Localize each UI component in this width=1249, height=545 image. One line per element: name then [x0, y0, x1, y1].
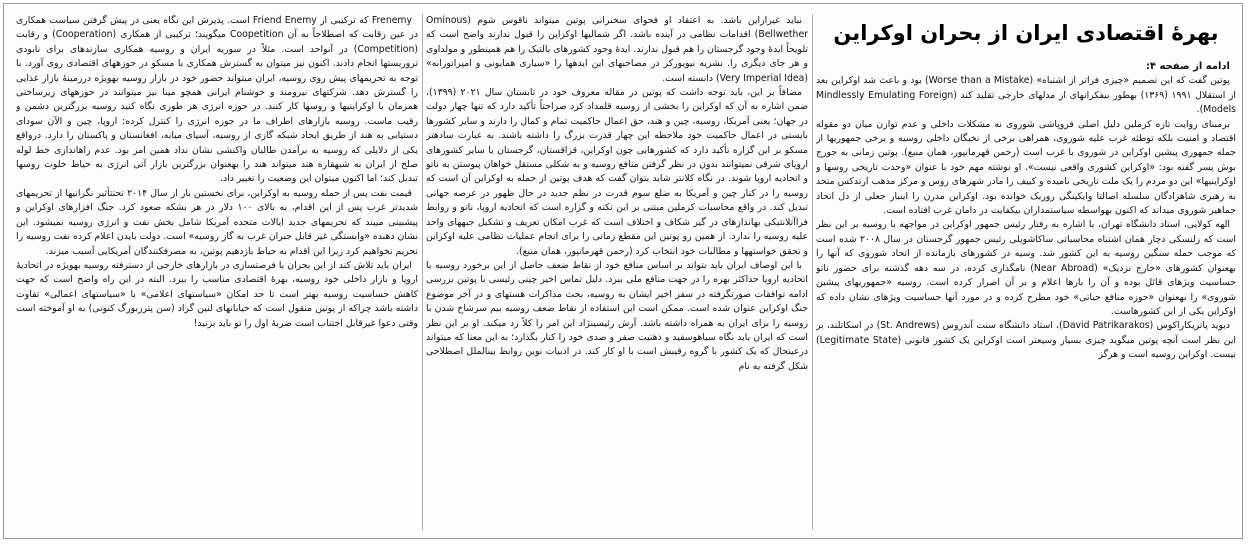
- continuation-label: ادامه از صفحه ۴:: [1145, 61, 1230, 72]
- paragraph: پوتین گفت که این تصمیم «چیزی فراتر از اشتباه» (Worse than a Mistake) بود و باعث شد اوکراین بعد از استقلال ۱۹۹۱ (۱۳۶۹) بهطور بیفکرانهای از مدلهای خارجی تقلید کند (Mindlessly Emulating Foreign Models).: [816, 75, 1236, 116]
- paragraph: مضافاً بر این، باید توجه داشت که پوتین در مقاله معروف خود در تابستان سال ۲۰۲۱ (۱۳۹۹)، ضمن اشاره به آن که اوکراین را بخشی از روسیه قلمداد کرد صراحتاً تأکید دارد که تنها چهار دولت در جهان؛ یعنی آمریکا، روسیه، چین و هند، حق اعمال حاکمیت تمام و کمال را دارند و سایر کشورها بایستی در اعمال حاکمیت خود ملاحظه این چهار قدرت بزرگ را داشته باشند. به عبارت سادهتر مسکو بر این گزاره تأکید دارد که کشورهایی چون اوکراین، قزاقستان، گرجستان یا سایر کشورهای اروپای شرقی نمیتوانند بدون در نظر گرفتن منافع روسیه و به شکلی مستقل خواهان پیوستن به ناتو و اتحادیه اروپا شوند. در نگاه کلانتر شاید بتوان گفت که هدف پوتین از حمله به اوکراین آن است که روسیه را در کنار چین و آمریکا به ضلع سوم قدرت در نظم جدید در حال ظهور در عرصه جهانی تبدیل کند. در واقع محاسبات کرملین مبتنی بر این نکته و گزاره است که اتحادیه اروپا، ناتو و روابط فراآتلانتیکی بهاندازهای در گیر شکاف و اختلاف است که غرب امکان تعریف و تشکیل جبههای واحد علیه روسیه را ندارد. از همین رو پوتین این مقطع زمانی را برای انجام عملیات نظامی علیه اوکراین و تحقق خواستهها و مطالبات خود انتخاب کرد (رحمن قهرمانپور، همان منبع).: [426, 87, 808, 257]
- paragraph: برمبنای روایت تازه کرملین دلیل اصلی فروپاشی شوروی نه مشکلات داخلی و عدم توازن میان دو مقوله اقتصاد و امنیت بلکه توطئه غرب علیه شوروی، همراهی برخی از نخبگان داخلی روسیه و برخی جمهوریها از جمله جمهوری پیشین اوکراین در شوروی با غرب است (رحمن قهرمانپور، همان منبع). پوتین زمانی به جورج بوش پسر گفته بود: «اوکراین کشوری واقعی نیست». او نوشته مهم خود با عنوان «وحدت تاریخی روسها و اوکراینیها» این دو مردم را یک ملت تاریخی نامیده و کییف را مادر شهرهای روس و مرکز مذهب ارتدکس متحد به رهبری شاهزادگان سلسله اصالتا وایکینگی روریک خوانده بود. اوکراین مدرن را اینبار جعلی از دل اتحاد جماهیر شوروی میداند که اکنون بهواسطه سیاستمداران بیکفایت در دامان غرب افتاده است.: [816, 118, 1236, 217]
- paragraph: با این اوصاف ایران باید بتواند بر اساس منافع خود از نقاط ضعف حاصل از این برخورد روسیه با اتحادیه اروپا حداکثر بهره را در جهت منافع ملی ببرد. دلیل تماس اخیر چینی رئیسی با پوتین بررسی ادامه توافقات صورتگرفته در سفر اخیر ایشان به روسیه، بحث مذاکرات هستهای و در آخر موضوع جنگ اوکراین عنوان شده است. ممکن است این استفاده از نقاط ضعف روسیه بیم سرشاخ شدن با روسیه را برای ایران به همراه داشته باشد. آرش رئیسینژاد این امر را کلاً رد میکند. او بر این نظر است که ایران باید نگاه سیاهوسفید و ذهنیت صفر و صدی خود را کنار بگذارد؛ به این معنا که میتواند درعینحال که یک کشور با گروه رقیبش است با او کار کند. در ادبیات نوین روابط بینالملل اصطلاحی شکل گرفته به نام: [426, 259, 808, 372]
- paragraph: دیوید پاتریکاراکوس (David Patrikarakos)، استاد دانشگاه سنت آندروس (St. Andrews) در اسکاتلند، بر این نظر است آنچه پوتین میگوید چیزی بسیار وسیعتر است اوکراین یک کشور قانونی (Legitimate State) نیست. اوکراین روسیه است و هرگز: [816, 320, 1236, 361]
- paragraph: Frenemy که ترکیبی از Friend Enemy است. پذیرش این نگاه یعنی در پیش گرفتن سیاست همکاری در عین رقابت که اصطلاحاً به آن Coopetition میگویند؛ ترکیبی از همکاری (Cooperation) و رقابت (Competition) در آنواحد است. مثلاً در سوریه ایران و روسیه همکاری سازندهای برای نابودی تروریستها انجام دادند. اکنون نیز میتوان به گسترش همکاری با مسکو در حوزههای اقتصادی روی آورد. با توجه به تحریمهای پیش روی روسیه، ایران میتواند حضور خود در بازار روسیه بهویژه درزمینۀ بازار غذایی را گسترش دهد. شرکتهای نیرومند و خوشنام ایرانی همچو مینا نیز میتوانند در حوزههای زیرساختی همزمان با اوکراینیها و روسها کار کنند. در حوزه انرژی هر طوری نگاه کنید روسیه بزرگترین دشمن و رقیب ماست. روسیه بازارهای اطراف ما در حوزه انرژی را کنترل کرده: اروپا، چین و الآن سودای دستیابی به هند از طریق ایجاد شبکه گازی از روسیه، آسیای میانه، افغانستان و پاکستان را دارد. درواقع یکی از دلایلی که روسیه به برآمدن طالبان واکنشی نشان نداد همین امر بود. عدم راهاندازی خط لوله صلح از ایران به شبهقاره هند میتواند هند را بهعنوان بزرگترین بازار آتی انرژی به حیاط خلوت روسها تبدیل کند؛ اما اکنون میتوان این وضعیت را تغییر داد.: [16, 15, 418, 185]
- paragraph: ایران باید تلاش کند از این بحران با فرصتسازی در بازارهای خارجی از دسترفته روسیه بهویژه در اتحادیۀ اروپا و بازار داخلی خود روسیه، بهرۀ اقتصادی مناسب را ببرد. البته در این راه واضح است که جهت کاهش حساسیت روسیه بهتر است تا حد امکان «سیاستهای اعلامی» با «سیاستهای اعمالی» تفاوت داشته باشد چراکه از پوتین منقول است که خیابانهای لنین گراد (سن پترزبورگ کنونی) به او آموخته است وقتی دعوا غیرقابل اجتناب است ضربۀ اول را تو باید بزنید!: [16, 259, 418, 329]
- paragraph: قیمت نفت پس از حمله روسیه به اوکراین، برای نخستین بار از سال ۲۰۱۴ تحتتأثیر نگرانیها از تحریمهای شدیدتر غرب پس از این اقدام، به بالای ۱۰۰ دلار در هر بشکه صعود کرد. جنگ افزارهای اوکراین و پیشبینی مییند که تحریمهای جدید ایالات متحده آمریکا شامل بخش نفت و انرژی روسیه نمیشود. این نشان دهنده «وابستگی غیر قابل جبران غرب به گاز روسیه» است. دولت بایدن اعلام کرده نفت روسیه را تحریم نخواهیم کرد زیرا این اقدام به حیاط بازدهیم پوتین، به مصرفکنندگان آمریکایی آسیب میزند.: [16, 187, 418, 257]
- middle-column: [426, 14, 808, 532]
- column-divider: [812, 14, 813, 530]
- left-column: [16, 14, 418, 532]
- right-column: [816, 14, 1236, 532]
- article-title: بهرۀ اقتصادی ایران از بحران اوکراین: [833, 21, 1219, 45]
- paragraph: نباید غیرازاین باشد. به اعتقاد او فحوای سخنرانی پوتین میتواند ناقوس شوم (Ominous Bellwether) اقدامات نظامی در آینده باشد. اگر شمالیها اوکراین را قبول ندارند واضح است که تلویحاً ایدۀ وجود گرجستان را هم قبول ندارند. ایدۀ وجود کشورهای بالتیک را هم همینطور و مولداوی و هر جای دیگری را. نشریه نیویورکر در مصاحبهای این ایدهها را «سیاری همایونی و امپراتورانه» (Very Imperial Idea) دانسته است.: [426, 15, 808, 84]
- article-frame: [3, 3, 1243, 539]
- paragraph: الهه کولایی، استاد دانشگاه تهران، با اشاره به رفتار رئیس جمهور اوکراین در مواجهه با روسیه بر این نظر است که زلنسکی دچار همان اشتباه محاسباتی ساکاشویلی رئیس جمهور گرجستان در سال ۲۰۰۸ شده است که موجب حمله سنگین روسیه به این کشور شد. وسیه در کشورهای بازمانده از اتحاد شوروی که آنها را بهعنوان کشورهای «خارج نزدیک» (Near Abroad) نامگذاری کرده، در سه دهه گذشته برای حضور ناتو حساسیت ویژهای قائل بوده و آن را بارها اعلام و بر آن اصرار کرده است. روسیه «جمهوریهای پیشین شوروی» را بهعنوان «حوزه منافع حیاتی» خود مطرح کرده و در مورد آنها حساسیت ویژهای نشان داده که اوکراین یکی از این کشورهاست.: [816, 219, 1236, 317]
- column-divider: [422, 14, 423, 530]
